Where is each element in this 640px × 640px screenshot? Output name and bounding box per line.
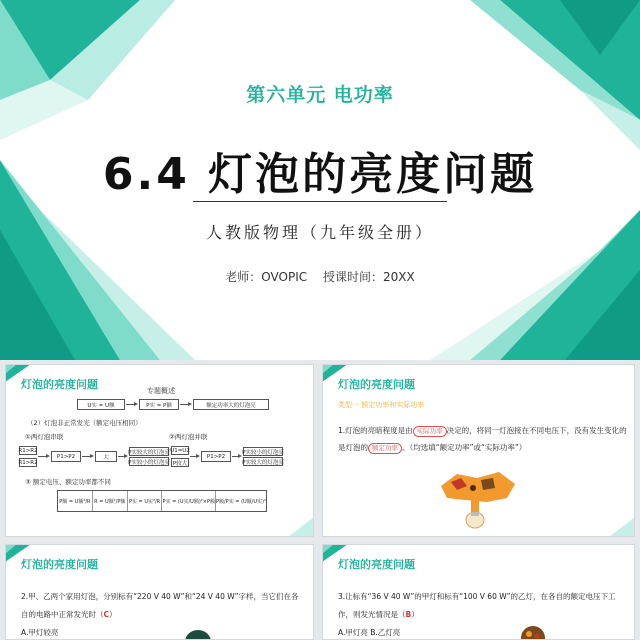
question-text: 。（均选填“额定功率”或“实际功率”） <box>402 443 527 452</box>
conclusion-box: 额定功率大的灯泡亮 <box>193 399 269 410</box>
formula-5: P额/P实 = (U额/U实)² <box>215 498 266 505</box>
question-2 <box>21 588 306 640</box>
answer: C <box>103 610 110 619</box>
corner-decoration <box>609 517 635 537</box>
formula-4: P实 = (U实/U额)²×P额 <box>162 491 216 511</box>
arrow <box>180 404 190 405</box>
series-heading: ①两灯泡串联 <box>25 433 64 441</box>
parallel-box-1: U1=U2 <box>170 447 190 454</box>
item-2: （2）灯泡非正常发光（额定电压相同） <box>27 419 142 427</box>
question-text: 2.甲、乙两个家用灯泡，分别标有“220 V 40 W”和“24 V 40 W”字样，当它们在各自的电路中正常发光时（ <box>21 592 299 619</box>
slide-thumbnail-4[interactable] <box>322 544 635 640</box>
arrow <box>38 456 48 457</box>
thumbnail-title: 灯泡的亮度问题 <box>338 378 415 391</box>
question-text: 3.让标有“36 V 40 W”的甲灯和标有“100 V 60 W”的乙灯，在各自的额定电压下工作，则发光情况是（ <box>338 592 616 619</box>
series-box-2: P1>P2 <box>51 451 81 462</box>
thumbnail-title: 灯泡的亮度问题 <box>21 558 98 571</box>
options: A.甲灯亮 B.乙灯亮 <box>338 628 401 637</box>
teacher-name: 老师：OVOPIC <box>225 270 308 284</box>
answer-blank-2: 额定功率 <box>368 443 402 454</box>
section-label: 专题概述 <box>147 387 175 395</box>
arrow <box>82 456 92 457</box>
series-box-3: 大 <box>95 451 117 462</box>
teacher-info <box>0 268 640 285</box>
category-label: 类型一 额定功率和实际功率 <box>338 401 425 409</box>
slide-thumbnail-3[interactable] <box>5 544 314 640</box>
answer: B <box>405 610 412 619</box>
slide-thumbnail-2[interactable] <box>322 364 635 537</box>
lesson-time: 授课时间：20XX <box>322 270 415 284</box>
question-text: 决定的，将同一灯泡接在不同电压下，没有发生变化的是灯泡的 <box>338 426 627 452</box>
power-equal-box: P实 = P额 <box>139 399 179 410</box>
bulb-illustration <box>183 628 213 640</box>
arrow <box>126 404 136 405</box>
slide-title: 6.4 灯泡的亮度问题 <box>102 149 538 200</box>
question-3 <box>338 588 623 640</box>
question-text: 1.灯泡的亮暗程度是由 <box>338 426 413 435</box>
parallel-box-3: P较大 <box>171 458 189 467</box>
question-end: ） <box>411 610 419 619</box>
formula-3: P实 = U实²/R <box>128 491 163 511</box>
option-a: A.甲灯较亮 <box>21 628 59 637</box>
series-box-1b: R1>R2 <box>18 459 38 466</box>
unit-heading: 第六单元 电功率 <box>246 84 394 106</box>
item-3: ③ 额定电压、额定功率都不同 <box>25 478 111 486</box>
thumbnail-title: 灯泡的亮度问题 <box>338 558 415 571</box>
corner-decoration <box>288 517 314 537</box>
parallel-heading: ②两灯泡并联 <box>169 433 208 441</box>
question-end: ） <box>109 610 117 619</box>
parallel-box-5: P实较大的灯泡亮 <box>243 457 283 466</box>
thumbnail-title: 灯泡的亮度问题 <box>21 378 98 391</box>
series-box-4: P实较大的灯泡亮 <box>129 447 169 456</box>
arrow <box>118 456 126 457</box>
title-divider <box>193 201 447 202</box>
lightbulb-illustration <box>437 468 517 532</box>
textbook-subtitle: 人教版物理（九年级全册） <box>205 223 434 242</box>
parallel-box-4: P实较小的灯泡亮 <box>243 447 283 456</box>
series-box-1: R1>R2 <box>18 447 38 454</box>
voltage-equal-box: U实 = U额 <box>77 399 125 410</box>
question-1 <box>338 422 628 456</box>
slide-thumbnail-1[interactable] <box>5 364 314 537</box>
bulb-illustration <box>518 622 548 640</box>
arrow <box>232 456 240 457</box>
parallel-box-2: P1>P2 <box>201 451 231 462</box>
formula-strip <box>57 490 267 512</box>
formula-2: R = U额²/P额 <box>93 491 128 511</box>
arrow <box>190 456 198 457</box>
formula-1: P额 = U额²/R <box>58 491 93 511</box>
answer-blank-1: 实际功率 <box>413 426 447 437</box>
series-box-5: P实较小的灯泡亮 <box>129 457 169 466</box>
